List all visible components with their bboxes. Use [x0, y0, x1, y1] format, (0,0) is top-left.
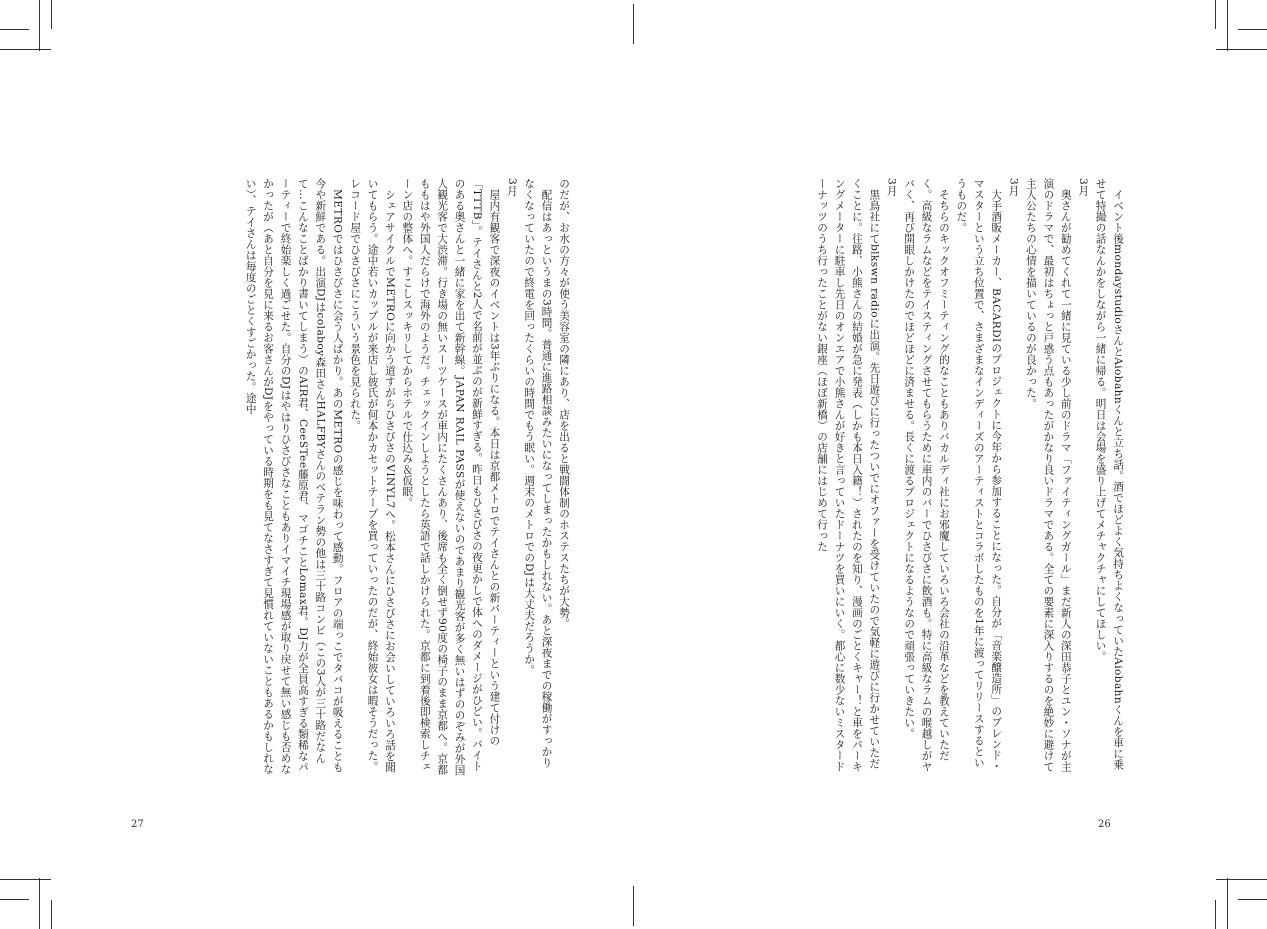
- crop-mark: [51, 0, 52, 29]
- paragraph: 黒鳥社にてblkswn radioに出演。先日遊びに行ったついでにオファーを受けていたので気軽に遊びに行かせていただくことに。往路、小熊さんの結婚が急に発表（しかも本日入籍！）されたのを知り、漫画のごとくキャー！と車をパーキングメーターに駐車し先日のオンエアで小熊さんが好きと言っていたドーナツを買いにいく。都心に数少ないミスタードーナッツのうち行ったことがない銀座（ほぼ新橋）の店舗にはじめて行った: [816, 178, 881, 772]
- right-page-text: [698, 178, 1126, 778]
- crop-mark: [0, 899, 29, 900]
- paragraph: 配信はあっというまの3時間。普通に進路相談みたいになってしまったかもしれない。あと深夜までの稼働がすっかりなくなっていたので終電を回ったくらいの時間でもう眠い。週末のメトロでのDJは大丈夫だろうか。: [523, 178, 553, 768]
- crop-mark: [1227, 0, 1228, 51]
- crop-mark: [1227, 878, 1228, 929]
- crop-mark: [0, 29, 29, 30]
- crop-mark: [39, 0, 40, 51]
- month-heading: 3月: [505, 178, 518, 197]
- paragraph: 奥さんが勧めてくれて一緒に見ている少し前のドラマ「ファイティングガール」まだ新人の深田恭子とユン・ソナが主演のドラマで、最初はちょっと戸惑う点もあったがかなり良いドラマである。全ての要素に深入りするのを絶妙に避けて主人公たちの心情を描いているのが良かった。: [1024, 178, 1072, 772]
- crop-mark: [1215, 900, 1216, 929]
- crop-mark: [1216, 49, 1267, 50]
- paragraph: そちらのキックオフミーティング的なこともありバカルディ社にお邪魔していろいろ会社の沿革などを教えていただく。高級なラムなどをテイスティングさせてもらうために車内のバーでひさびさに飲酒も。特に高級なラムの喉越しがヤバく、再び開眼しかけたのでほどほどに済ませる。長くに渡るプロジェクトになるようなので頑張っていきたい。: [903, 178, 950, 772]
- crop-mark: [1238, 29, 1267, 30]
- crop-mark: [1215, 0, 1216, 29]
- crop-mark: [0, 879, 51, 880]
- page-number-left: 27: [131, 819, 144, 830]
- crop-mark: [1238, 899, 1267, 900]
- paragraph: 大手酒販メーカー、BACARDIのプロジェクトに今年から参加することになった。自分が「音楽醸造所」のブレンド・マスターという立ち位置で、さまざまなインディーズのアーティストとコラボしたものを1年に渡ってリリースするというものだ。: [955, 178, 1003, 772]
- paragraph: イベント後mondaystudioさんとAiobahnくんと立ち話。酒でほどよく気持ちよくなっていたAiobahnくんを車に乗せて特撮の話なんかをしながら一緒に帰る。明日は会場を盛り上げてメチャクチャにしてほしい。: [1094, 178, 1124, 770]
- crop-mark: [0, 49, 51, 50]
- crop-mark: [39, 878, 40, 929]
- crop-mark: [51, 900, 52, 929]
- center-mark-top: [633, 4, 634, 44]
- left-page-text: [126, 178, 572, 778]
- center-mark-bottom: [633, 886, 634, 926]
- paragraph: 屋内有観客で深夜のイベントは3年ぶりになる。本日は京都メトロでテイさんとの新パーティーという建て付けの「TTTB」。テイさんと2人で名前が並ぶのが新鮮すぎる。昨日もひさびさの夜更かしで体へのダメージがひどい。バイトのある奥さんと一緒に家を出て新幹線。JAPAN RAIL PASSが使えないのであまり観光客が多く無いはずののぞみが外国人観光客で大渋滞。行き場の無いスーツケースが車内にたくさんあり、後席も全く倒せず90度の椅子のまま京都へ。京都ももはや外国人だらけで海外のようだ。チェックインしようとしたら英語で話しかけられた。京都に到着後即検索しチェーン店の整体へ。すこしスッキリしてからホテルで仕込み＆仮眠。: [401, 178, 501, 776]
- month-heading: 3月: [1077, 178, 1090, 197]
- paragraph: シェアサイクルでMETROに向かう道すがらひさびさのVINYL7へ。松本さんにひさびさにお会いしていろいろ話を聞いてもらう。途中若いカップルが来店し彼氏が何本かカセットテープを買っていったのだが、終始彼女は暇そうだった。レコード屋でひさびさにこういう景色を見られた。: [349, 178, 396, 773]
- crop-mark: [1216, 879, 1267, 880]
- paragraph: METROではひさびさに会う人ばかり。あのMETROの感じを味わって感動。フロアの端っこでタバコが吸えることも今や新鮮である。出演DJはcolaboy森田さんHALFBYさんのベテラン勢の他は三十路コンビ（この3人が三十路だなんて…こんなことばかり書いてしまう）のAIR君、CeeSTee藤原君、マゴチことLomax君。DJ力が全員高すぎる類稀なパーティーで終始楽しく過ごせた。自分のDJはやはりひさびさなこともありイマイチ現場感が取り戻せて無い感じも否めなかったが（あと自分を見に来るお客さんがDJをやっている時期をも見てなさすぎて見慣れていないこともあるかもしれない）、テイさんは毎度のごとくすごかった。途中: [244, 178, 344, 775]
- paragraph: のだが、お水の方々が使う美容室の隣にあり、店を出ると戦闘体制のホステスたちが大勢。: [558, 178, 570, 629]
- page-number-right: 26: [1098, 819, 1111, 830]
- month-heading: 3月: [885, 178, 898, 197]
- month-heading: 3月: [1007, 178, 1020, 197]
